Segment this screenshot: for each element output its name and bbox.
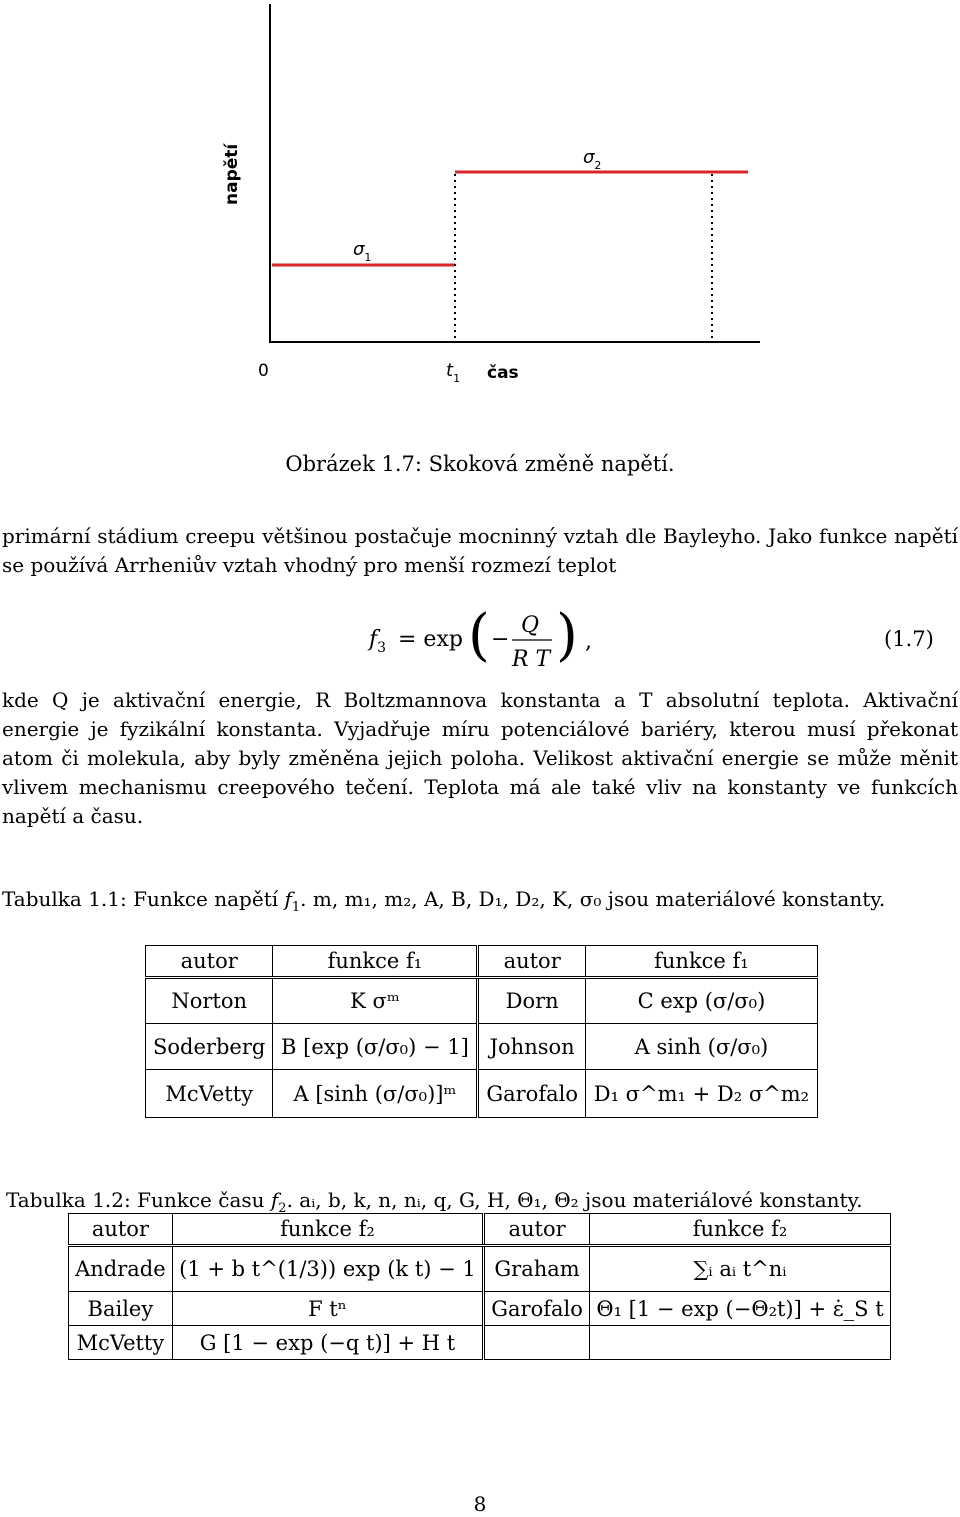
table2-cell: Garofalo — [484, 1292, 590, 1326]
eq-exp: = exp — [398, 627, 463, 652]
table1-cell: McVetty — [146, 1070, 273, 1118]
eq-number: (1.7) — [884, 627, 934, 651]
table1-cell: A [sinh (σ/σ₀)]ᵐ — [273, 1070, 478, 1118]
y-axis-label: napětí — [222, 143, 242, 205]
stress-step-figure — [0, 0, 960, 400]
table1-cell: Johnson — [478, 1024, 585, 1070]
table1-cell: C exp (σ/σ₀) — [585, 978, 817, 1024]
eq-denominator: R T — [512, 647, 551, 672]
table1-header-cell: funkce f₁ — [585, 946, 817, 978]
x-axis-label: čas — [487, 363, 519, 383]
table2 — [68, 1213, 891, 1360]
t1-label: $t_1$ — [446, 360, 461, 385]
table1-header-cell: funkce f₁ — [273, 946, 478, 978]
table2-header-cell: funkce f₂ — [172, 1214, 483, 1246]
eq-paren-left: ( — [468, 604, 490, 668]
table1-cell: K σᵐ — [273, 978, 478, 1024]
table1-cell: B [exp (σ/σ₀) − 1] — [273, 1024, 478, 1070]
paragraph-activation-energy: kde Q je aktivační energie, R Boltzmannova konstanta a T absolutní teplota. Aktivační energie je fyzikální konstanta. Vyjadřuje míru potenciálové bariéry, kterou musí překonat atom či molekula, aby byly změněna jejich poloha. Velikost aktivační energie se může měnit vlivem mechanismu creepového tečení. Teplota má ale také vliv na konstanty ve funkcích napětí a času. — [2, 688, 958, 828]
table2-cell: Andrade — [69, 1246, 173, 1292]
table2-cell: Bailey — [69, 1292, 173, 1326]
table2-cell: (1 + b t^(1/3)) exp (k t) − 1 — [172, 1246, 483, 1292]
table1-header-cell: autor — [478, 946, 585, 978]
table2-cell: ∑ᵢ aᵢ t^nᵢ — [590, 1246, 891, 1292]
table2-cell: Θ₁ [1 − exp (−Θ₂t)] + ε̇_S t — [590, 1292, 891, 1326]
table1-cell: D₁ σ^m₁ + D₂ σ^m₂ — [585, 1070, 817, 1118]
equation-1-7 — [0, 604, 960, 674]
sigma2-label: $\sigma_2$ — [583, 147, 602, 172]
eq-numerator: Q — [521, 613, 540, 638]
sigma1-label: $\sigma_1$ — [353, 239, 372, 264]
table2-header-cell: autor — [484, 1214, 590, 1246]
table1 — [145, 945, 818, 1118]
figure-caption: Obrázek 1.7: Skoková změně napětí. — [285, 452, 675, 476]
paragraph-arrhenius: primární stádium creepu většinou postačuje mocninný vztah dle Bayleyho. Jako funkce napětí se používá Arrheniův vztah vhodný pro menší rozmezí teplot — [2, 524, 958, 577]
table1-cell: Norton — [146, 978, 273, 1024]
table2-cell: G [1 − exp (−q t)] + H t — [172, 1326, 483, 1360]
eq-paren-right: ) — [556, 604, 578, 668]
eq-lhs: $f_3$ — [369, 627, 387, 656]
table2-cell: F tⁿ — [172, 1292, 483, 1326]
table2-header-cell: funkce f₂ — [590, 1214, 891, 1246]
table1-cell: A sinh (σ/σ₀) — [585, 1024, 817, 1070]
table2-cell: Graham — [484, 1246, 590, 1292]
table2-header-cell: autor — [69, 1214, 173, 1246]
origin-label: 0 — [258, 361, 269, 381]
table2-cell: McVetty — [69, 1326, 173, 1360]
table1-header-cell: autor — [146, 946, 273, 978]
table2-caption: Tabulka 1.2: Funkce času $f_2$. aᵢ, b, k, n, nᵢ, q, G, H, Θ₁, Θ₂ jsou materiálové konstanty. — [6, 1188, 863, 1216]
eq-comma: , — [585, 629, 592, 654]
table1-cell: Dorn — [478, 978, 585, 1024]
table2-cell — [590, 1326, 891, 1360]
page-number: 8 — [473, 1492, 487, 1516]
table1-caption: Tabulka 1.1: Funkce napětí $f_1$. m, m₁, m₂, A, B, D₁, D₂, K, σ₀ jsou materiálové konstanty. — [2, 887, 886, 915]
table2-cell — [484, 1326, 590, 1360]
eq-minus: − — [491, 627, 510, 652]
table1-cell: Garofalo — [478, 1070, 585, 1118]
table1-cell: Soderberg — [146, 1024, 273, 1070]
